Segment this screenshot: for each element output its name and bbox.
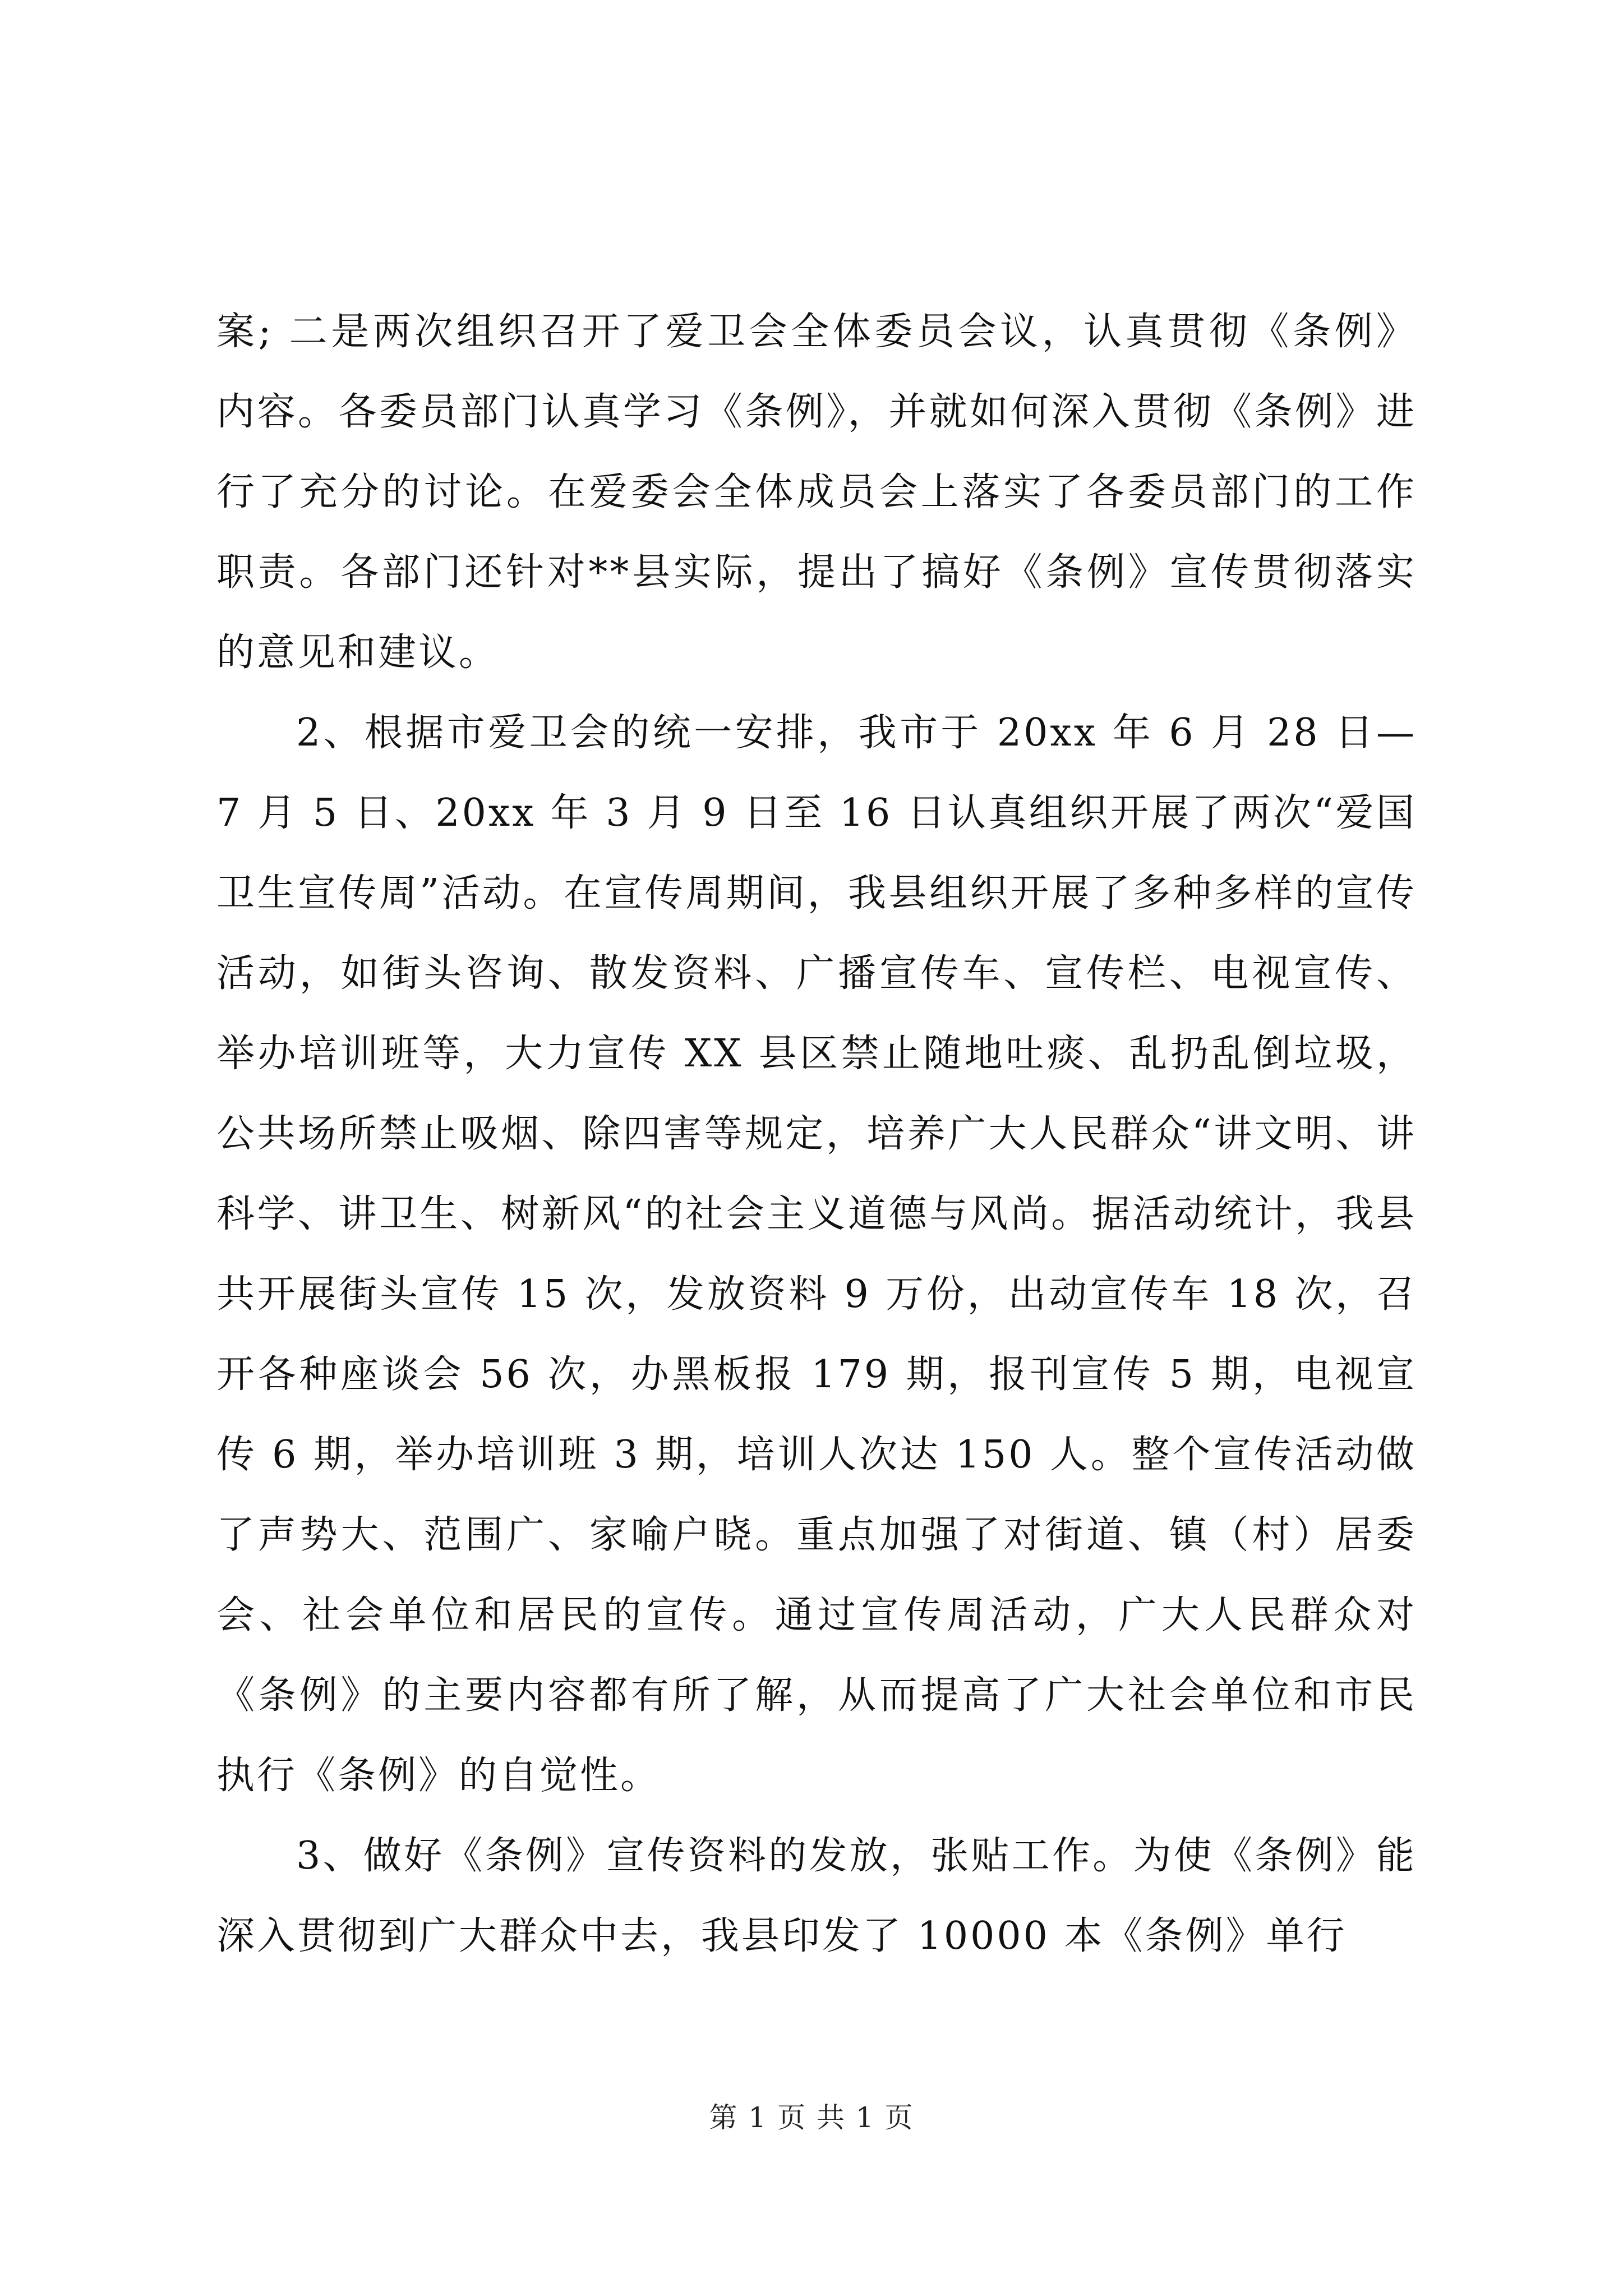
page-footer: 第 1 页 共 1 页 — [709, 2101, 914, 2134]
document-body — [216, 292, 1417, 1976]
paragraph-1: 案; 二是两次组织召开了爱卫会全体委员会议，认真贯彻《条例》内容。各委员部门认真学习《条例》，并就如何深入贯彻《条例》进行了充分的讨论。在爱委会全体成员会上落实了各委员部门的工作职责。各部门还针对**县实际，提出了搞好《条例》宣传贯彻落实的意见和建议。 — [216, 310, 1417, 675]
paragraph-3: 3、做好《条例》宣传资料的发放，张贴工作。为使《条例》能深入贯彻到广大群众中去，我县印发了 10000 本《条例》单行 — [216, 1834, 1417, 1958]
paragraph-2: 2、根据市爱卫会的统一安排，我市于 20xx 年 6 月 28 日—7 月 5 日、20xx 年 3 月 9 日至 16 日认真组织开展了两次“爱国卫生宣传周”活动。在宣传周期间，我县组织开展了多种多样的宣传活动，如街头咨询、散发资料、广播宣传车、宣传栏、电视宣传、举办培训班等，大力宣传 XX 县区禁止随地吐痰、乱扔乱倒垃圾，公共场所禁止吸烟、除四害等规定，培养广大人民群众“讲文明、讲科学、讲卫生、树新风“的社会主义道德与风尚。据活动统计，我县共开展街头宣传 15 次，发放资料 9 万份，出动宣传车 18 次，召开各种座谈会 56 次，办黑板报 179 期，报刊宣传 5 期，电视宣传 6 期，举办培训班 3 期，培训人次达 150 人。整个宣传活动做了声势大、范围广、家喻户晓。重点加强了对街道、镇（村）居委会、社会单位和居民的宣传。通过宣传周活动，广大人民群众对《条例》的主要内容都有所了解，从而提高了广大社会单位和市民执行《条例》的自觉性。 — [216, 711, 1417, 1798]
